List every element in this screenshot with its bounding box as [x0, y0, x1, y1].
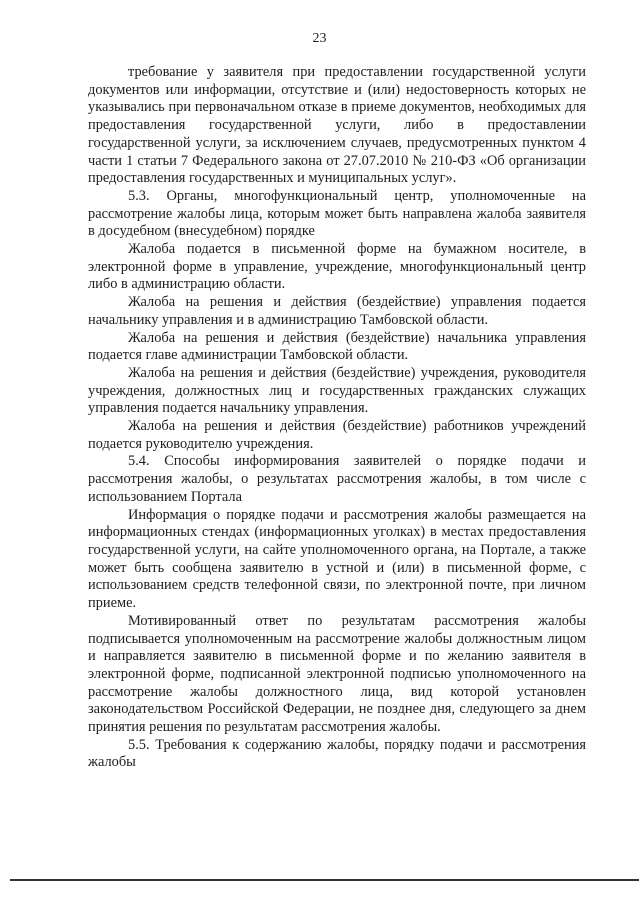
document-body	[88, 64, 586, 772]
paragraph: Жалоба на решения и действия (бездействие) начальника управления подается главе администрации Тамбовской области.	[88, 329, 586, 364]
paragraph-continuation: требование у заявителя при предоставлении государственной услуги документов или информации, отсутствие и (или) недостоверность которых не указывались при первоначальном отказе в приеме документов, необходимых для предоставления государственной услуги, либо в предоставлении государственной услуги, за исключением случаев, предусмотренных пунктом 4 части 1 статьи 7 Федерального закона от 27.07.2010 № 210-ФЗ «Об организации предоставления государственных и муниципальных услуг».	[88, 64, 586, 187]
paragraph: Жалоба подается в письменной форме на бумажном носителе, в электронной форме в управление, учреждение, многофункциональный центр либо в администрацию области.	[88, 241, 586, 293]
section-heading-5-3: 5.3. Органы, многофункциональный центр, уполномоченные на рассмотрение жалобы лица, которым может быть направлена жалоба заявителя в досудебном (внесудебном) порядке	[88, 187, 586, 240]
paragraph: Информация о порядке подачи и рассмотрения жалобы размещается на информационных стендах (информационных уголках) в местах предоставления государственной услуги, на сайте уполномоченного органа, на Портале, а также может быть сообщена заявителю в устной и (или) в письменной форме, с использованием средств телефонной связи, по электронной почте, при личном приеме.	[88, 506, 586, 612]
paragraph: Жалоба на решения и действия (бездействие) работников учреждений подается руководителю учреждения.	[88, 418, 586, 452]
page-bottom-rule	[10, 879, 639, 881]
paragraph: Жалоба на решения и действия (бездействие) учреждения, руководителя учреждения, должностных лиц и государственных гражданских служащих управления подается начальнику управления.	[88, 364, 586, 417]
page-number: 23	[312, 31, 327, 46]
section-heading-5-5: 5.5. Требования к содержанию жалобы, порядку подачи и рассмотрения жалобы	[88, 736, 586, 771]
section-heading-5-4: 5.4. Способы информирования заявителей о порядке подачи и рассмотрения жалобы, о результатах рассмотрения жалобы, в том числе с использованием Портала	[88, 453, 586, 505]
paragraph: Жалоба на решения и действия (бездействие) управления подается начальнику управления и в администрацию Тамбовской области.	[88, 294, 586, 328]
paragraph: Мотивированный ответ по результатам рассмотрения жалобы подписывается уполномоченным на рассмотрение жалобы должностным лицом и направляется заявителю в письменной форме и по желанию заявителя в электронной форме, подписанной электронной подписью уполномоченного на рассмотрение жалобы должностного лица, вид которой установлен законодательством Российской Федерации, не позднее дня, следующего за днем принятия решения по результатам рассмотрения жалобы.	[88, 612, 586, 736]
